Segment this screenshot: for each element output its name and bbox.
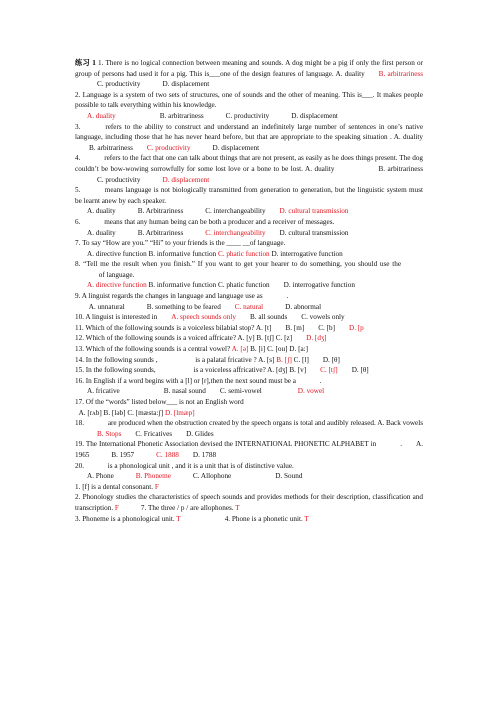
answer: D. cultural transmission (279, 207, 349, 216)
answer: T (176, 514, 181, 523)
question-10: 10. A linguist is interested in A. speech sounds only B. all sounds C. vowels only (75, 313, 345, 322)
question-20: 20. is a phonological unit , and it is a unit that is of distinctive value. (75, 461, 294, 470)
question-6-options: A. duality B. Arbitrariness C. interchangeability D. cultural transmission (87, 228, 349, 237)
question-17: 17. Of the “words” listed below___ is not an English word (75, 398, 244, 406)
answer: C. [tʃ] (320, 366, 338, 375)
question-5-options: A. duality B. Arbitrariness C. interchangeability D. cultural transmission (87, 207, 349, 216)
answer: F (154, 482, 159, 491)
question-1: 练习 1 1. There is no logical connection between meaning and sounds. A dog might be a pig if only the first person or group of persons had used it for a pig. This is___one of the design features of language. A. duality B. arbitrarinessC. productivity D. displacement (75, 59, 423, 89)
answer: A. [ə] (231, 345, 249, 354)
answer: B. Phoneme (135, 472, 171, 481)
answer: B. [ʃ] (276, 355, 292, 364)
question-15: 15. In the following sounds, is a voiceless affricative? A. [dʒ] B. [v] C. [tʃ] D. [θ] (75, 366, 369, 375)
answer: D. vowel (297, 387, 325, 396)
answer: F (114, 503, 119, 512)
question-8: 8. “Tell me the result when you finish.” If you want to get your hearer to do something, you should use the of language. (75, 260, 402, 279)
question-16: 16. In English if a word begins with a [l] or [r],then the next sound must be a . (75, 376, 322, 385)
answer: D. [p (349, 323, 364, 332)
question-2: 2. Language is a system of two sets of structures, one of sounds and the other of meaning. This is___. It makes people possible to talk everything within his knowledge. (75, 90, 423, 110)
question-13: 13. Which of the following sounds is a central vowel? A. [ə] B. [i] C. [ou] D. [a:] (75, 345, 309, 354)
question-11: 11. Which of the following sounds is a voiceless bilabial stop? A. [t] B. [m] C. [b] D. [p (75, 323, 364, 332)
question-7-options: A. directive function B. informative function C. phatic function D. interrogative function (87, 249, 343, 258)
answer: T (235, 503, 240, 512)
question-16-options: A. fricative B. nasal sound C. semi-vowel D. vowel (87, 387, 325, 396)
question-9: 9. A linguist regards the changes in language and language use as . (75, 292, 289, 301)
answer: A. directive function (87, 281, 147, 290)
exercise-page (75, 58, 423, 524)
answer: B. arbitrariness (378, 69, 423, 78)
exercise-heading: 练习 1 (75, 59, 96, 67)
question-18: 18. are produced when the obstruction created by the speech organs is total and audibly released. A. Back vowelsB. Stops C. Fricatives D. Glides (75, 419, 424, 438)
question-7: 7. To say “How are you.” “Hi” to your friends is the ____ __of language. (75, 239, 286, 248)
answer: A. duality (87, 111, 116, 120)
answer: C. phatic function (217, 249, 270, 258)
tf-3: 3. Phoneme is a phonological unit. T 4. Phone is a phonetic unit. T (75, 514, 309, 523)
answer: C. 1888 (156, 450, 179, 459)
answer: D. displacement (162, 175, 210, 184)
tf-2: 2. Phonology studies the characteristics of speech sounds and provides methods for their description, classification and transcription. F 7. The three / p / are allophones. T (75, 493, 423, 512)
question-17-options: A. [rʌb] B. [ləb] C. [mæsta:ʃ] D. [lmæp] (78, 408, 195, 417)
answer: D. [lmæp] (165, 408, 195, 417)
question-2-options: A. duality B. arbitrariness C. productivity D. displacement (87, 111, 338, 120)
tf-1: 1. [f] is a dental consonant. F (75, 482, 159, 491)
question-12: 12. Which of the following sounds is a voiced affricate? A. [y] B. [tʃ] C. [z] D. [dʒ] (75, 334, 327, 343)
question-20-options: A. Phone B. Phoneme C. Allophone D. Sound (87, 472, 303, 481)
question-3: 3. refers to the ability to construct and understand an indefinitely large number of sentences in one’s native language, including those that he has never heard before, but that are appropriate to the speaking situation . A. dualityB. arbitrariness C. productivity D. displacement (75, 122, 424, 152)
question-6: 6. means that any human being can be both a producer and a receiver of messages. (75, 217, 335, 226)
answer: T (304, 514, 309, 523)
answer: C. productivity (146, 143, 191, 152)
answer: C. natural (234, 302, 264, 311)
question-14: 14. In the following sounds , is a palatal fricative ? A. [s] B. [ʃ] C. [l] D. [θ] (75, 355, 340, 364)
answer: D. [dʒ] (306, 334, 327, 343)
question-4: 4. refers to the fact that one can talk about things that are not present, as easily as he does things present. The dog couldn’t be bow-wowing sorrowfully for some lost love or a bone to be lost. A. duality B. arbitrarinessC. productivity D. displacement (75, 154, 424, 184)
question-8-options: A. directive function B. informative function C. phatic function D. interrogative function (87, 281, 355, 290)
question-5: 5. means language is not biologically transmitted from generation to generation, but the linguistic system must be learnt anew by each speaker. (75, 186, 424, 205)
answer: A. speech sounds only (171, 313, 236, 322)
question-text: There is no logical connection between meaning and sounds. A dog might be a pig if only the first person or group of persons had used it for a pig. This is___one of the design features of language. (75, 59, 423, 78)
question-19: 19. The International Phonetic Association devised the INTERNATIONAL PHONETIC ALPHABET in . A. 1965 B. 1957 C. 1888 D. 1788 (75, 440, 423, 459)
answer: C. interchangeability (205, 228, 266, 237)
question-9-options: A. unnatural B. something to be feared C. natural D. abnormal (88, 302, 322, 311)
answer: B. Stops (97, 429, 122, 438)
